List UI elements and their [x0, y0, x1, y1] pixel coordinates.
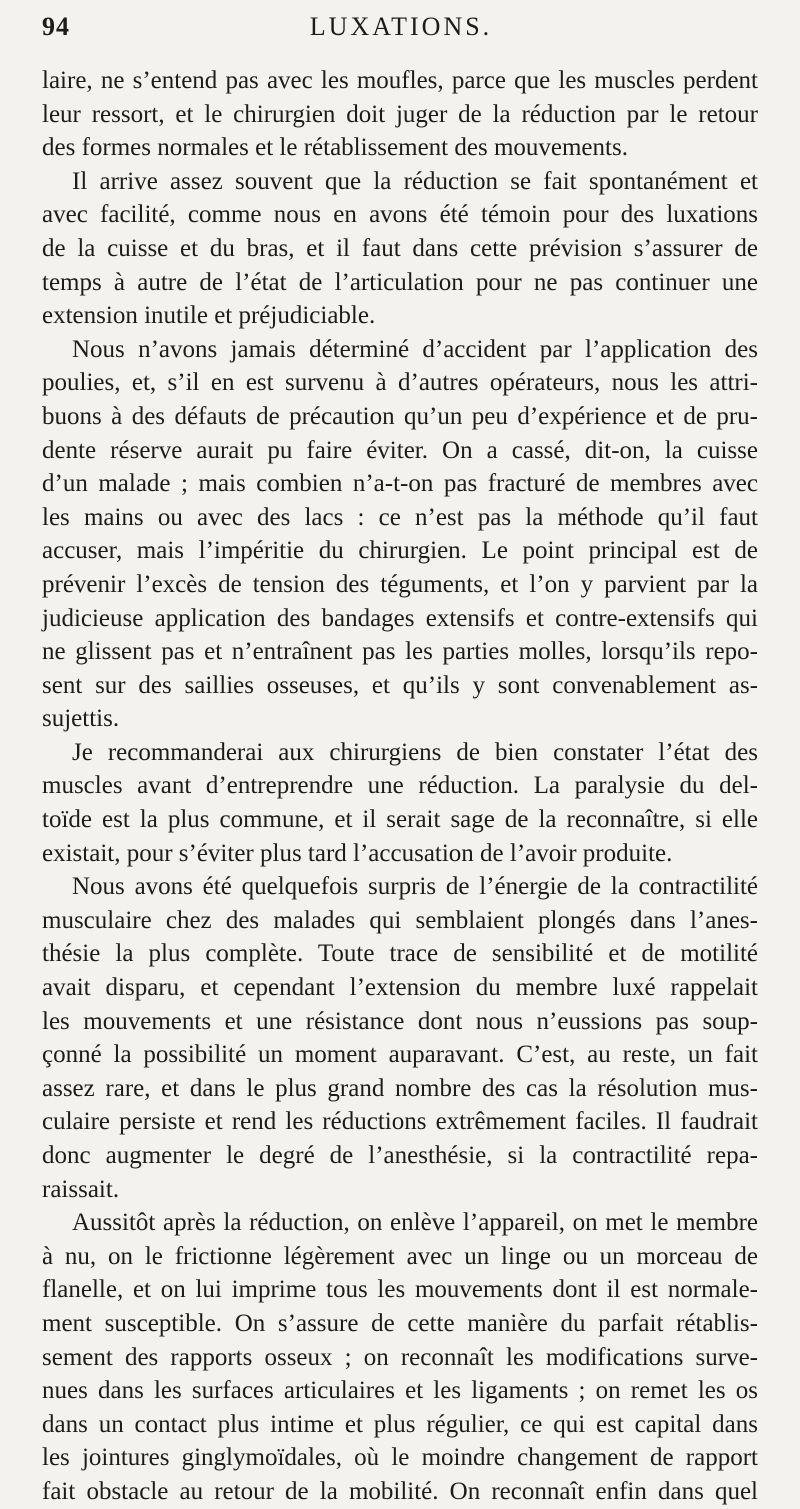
text-line: judicieuse application des bandages extensifs et contre-extensifs qui: [42, 604, 758, 632]
running-title: LUXATIONS.: [309, 12, 493, 41]
text-line: thésie la plus complète. Toute trace de sensibilité et de motilité: [42, 940, 758, 968]
text-line: dans un contact plus intime et plus régulier, ce qui est capital dans: [42, 1410, 758, 1438]
text-line: assez rare, et dans le plus grand nombre des cas la résolution mus-: [42, 1074, 758, 1102]
text-line: Il arrive assez souvent que la réduction se fait spontanément et: [72, 167, 758, 195]
running-head: [42, 12, 760, 52]
text-line: accuser, mais l’impéritie du chirurgien. Le point principal est de: [42, 537, 758, 565]
text-line: Nous avons été quelquefois surpris de l’énergie de la contractilité: [72, 873, 758, 901]
text-line: les mouvements et une résistance dont nous n’eussions pas soup-: [42, 1007, 758, 1035]
text-line: Nous n’avons jamais déterminé d’accident par l’application des: [72, 335, 758, 363]
text-line: çonné la possibilité un moment auparavant. C’est, au reste, un fait: [42, 1041, 758, 1069]
text-line: raissait.: [42, 1175, 120, 1203]
text-line: fait obstacle au retour de la mobilité. On reconnaît enfin dans quel: [42, 1477, 758, 1505]
text-line: Aussitôt après la réduction, on enlève l’appareil, on met le membre: [72, 1209, 758, 1237]
text-line: leur ressort, et le chirurgien doit juger de la réduction par le retour: [42, 100, 758, 128]
text-line: ment susceptible. On s’assure de cette manière du parfait rétablis-: [42, 1309, 758, 1337]
text-line: extension inutile et préjudiciable.: [42, 302, 376, 330]
text-line: sujettis.: [42, 705, 120, 733]
text-line: sent sur des saillies osseuses, et qu’ils y sont convenablement as-: [42, 671, 758, 699]
text-line: avait disparu, et cependant l’extension du membre luxé rappelait: [42, 974, 758, 1002]
text-line: buons à des défauts de précaution qu’un peu d’expérience et de pru-: [42, 402, 758, 430]
text-line: Je recommanderai aux chirurgiens de bien constater l’état des: [72, 738, 758, 766]
text-line: laire, ne s’entend pas avec les moufles, parce que les muscles perdent: [42, 67, 758, 94]
text-line: toïde est la plus commune, et il serait sage de la reconnaître, si elle: [42, 806, 758, 834]
text-line: les jointures ginglymoïdales, où le moindre changement de rapport: [42, 1444, 758, 1472]
text-line: dente réserve aurait pu faire éviter. On a cassé, dit-on, la cuisse: [42, 436, 758, 464]
text-line: sement des rapports osseux ; on reconnaît les modifications surve-: [42, 1343, 758, 1371]
text-line: nues dans les surfaces articulaires et les ligaments ; on remet les os: [42, 1377, 758, 1405]
text-line: ne glissent pas et n’entraînent pas les parties molles, lorsqu’ils repo-: [42, 638, 758, 666]
text-line: poulies, et, s’il en est survenu à d’autres opérateurs, nous les attri-: [42, 369, 758, 397]
text-line: prévenir l’excès de tension des téguments, et l’on y parvient par la: [42, 570, 758, 598]
page-number: 94: [42, 12, 70, 41]
text-line: de la cuisse et du bras, et il faut dans cette prévision s’assurer de: [42, 234, 758, 262]
text-line: les mains ou avec des lacs : ce n’est pas la méthode qu’il faut: [42, 503, 758, 531]
text-line: d’un malade ; mais combien n’a-t-on pas fracturé de membres avec: [42, 470, 758, 498]
text-line: culaire persiste et rend les réductions extrêmement faciles. Il faudrait: [42, 1108, 758, 1136]
body-text: [42, 64, 758, 1509]
text-line: musculaire chez des malades qui semblaient plongés dans l’anes-: [42, 906, 758, 934]
text-line: avec facilité, comme nous en avons été témoin pour des luxations: [42, 201, 758, 229]
text-line: temps à autre de l’état de l’articulation pour ne pas continuer une: [42, 268, 758, 296]
text-line: à nu, on le frictionne légèrement avec un linge ou un morceau de: [42, 1242, 758, 1270]
text-line: muscles avant d’entreprendre une réduction. La paralysie du del-: [42, 772, 758, 800]
text-line: existait, pour s’éviter plus tard l’accusation de l’avoir produite.: [42, 839, 673, 867]
text-line: flanelle, et on lui imprime tous les mouvements dont il est normale-: [42, 1276, 758, 1304]
text-line: donc augmenter le degré de l’anesthésie, si la contractilité repa-: [42, 1142, 758, 1169]
text-line: des formes normales et le rétablissement des mouvements.: [42, 134, 628, 162]
